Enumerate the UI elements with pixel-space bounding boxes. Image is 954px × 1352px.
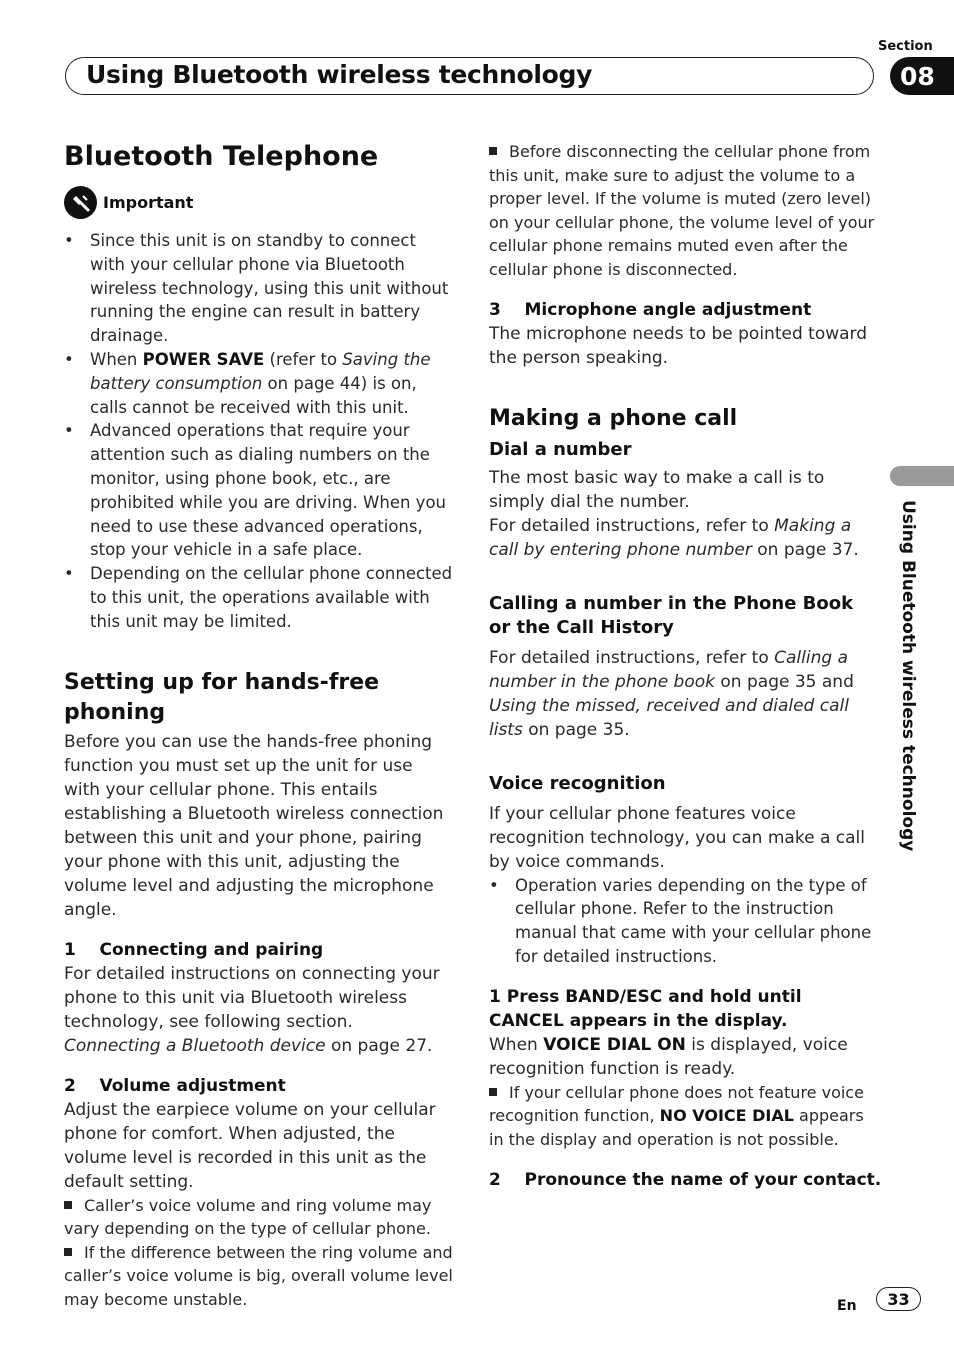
note-item: Caller’s voice volume and ring volume may vary depending on the type of cellular phone. [64, 1195, 432, 1239]
important-icon [64, 186, 97, 219]
step1-body: For detailed instructions on connecting your phone to this unit via Bluetooth wireless technology, see following section. Connecting a Bluetooth device on page 27. [64, 963, 440, 1056]
dial-body: The most basic way to make a call is to simply dial the number. [489, 467, 825, 512]
page-header-title: Using Bluetooth wireless technology [86, 60, 593, 89]
note-item: If your cellular phone does not feature voice recognition function, NO VOICE DIAL appears in the display and operation is not possible. [489, 1082, 864, 1149]
dial-reference: For detailed instructions, refer to Making a call by entering phone number on page 37. [489, 515, 859, 560]
dial-heading: Dial a number [489, 438, 632, 460]
voice-heading: Voice recognition [489, 772, 666, 794]
step3-heading: 3 Microphone angle adjustment [489, 299, 812, 320]
step1-heading: 1 Connecting and pairing [64, 939, 324, 960]
square-note-icon [64, 1201, 72, 1209]
side-tab-text: Using Bluetooth wireless technology [898, 500, 918, 852]
step2-body: Adjust the earpiece volume on your cellular phone for comfort. When adjusted, the volume level is recorded in this unit as the default setting. [64, 1099, 436, 1192]
making-call-heading: Making a phone call [489, 405, 738, 431]
setup-heading: Setting up for hands-free phoning [64, 669, 380, 725]
right-column [489, 140, 882, 1192]
list-item: • Advanced operations that require your attention such as dialing numbers on the monitor, using phone book, etc., are prohibited while you are driving. When you need to use these advanced operations, stop your vehicle in a safe place. [64, 421, 446, 560]
square-note-icon [489, 147, 497, 155]
important-list [64, 229, 454, 634]
setup-body: Before you can use the hands-free phoning function you must set up the unit for use with your cellular phone. This entails establishing a Bluetooth wireless connection between this unit and your phone, pairing your phone with this unit, adjusting the volume level and adjusting the microphone angle. [64, 731, 444, 920]
bullet-dot: • [64, 564, 74, 584]
note-item: If the difference between the ring volume and caller’s voice volume is big, overall volume level may become unstable. [64, 1242, 453, 1309]
bullet-dot: • [64, 421, 74, 441]
section-label: Section [878, 39, 933, 54]
list-item: • Operation varies depending on the type of cellular phone. Refer to the instruction manual that came with your cellular phone for detailed instructions. [489, 875, 872, 966]
voice-body: If your cellular phone features voice recognition technology, you can make a call by voice commands. [489, 803, 865, 872]
list-item: • Since this unit is on standby to connect with your cellular phone via Bluetooth wireless technology, using this unit without running the engine can result in battery drainage. [64, 231, 449, 346]
voice-step2-heading: 2 Pronounce the name of your contact. [489, 1169, 882, 1190]
bullet-dot: • [64, 231, 74, 250]
phonebook-body: For detailed instructions, refer to Calling a number in the phone book on page 35 and Using the missed, received and dialed call lists on page 35. [489, 647, 854, 740]
step2-heading: 2 Volume adjustment [64, 1075, 286, 1096]
square-note-icon [489, 1088, 497, 1096]
note-item: Before disconnecting the cellular phone from this unit, make sure to adjust the volume to a proper level. If the volume is muted (zero level) on your cellular phone, the volume level of your cellular phone remains muted even after the cellular phone is disconnected. [489, 142, 875, 279]
section-number-badge: 08 [890, 57, 954, 95]
list-item: • Depending on the cellular phone connected to this unit, the operations available with this unit may be limited. [64, 564, 453, 631]
page-number: 33 [876, 1287, 921, 1311]
step3-body: The microphone needs to be pointed toward the person speaking. [489, 323, 868, 368]
bullet-dot: • [489, 875, 499, 895]
important-label: Important [103, 192, 194, 212]
language-label: En [837, 1298, 857, 1314]
phonebook-heading: Calling a number in the Phone Book or the Call History [489, 592, 854, 638]
list-item: • When POWER SAVE (refer to Saving the battery consumption on page 44) is on, calls cannot be received with this unit. [64, 349, 431, 417]
voice-step1-body: When VOICE DIAL ON is displayed, voice recognition function is ready. [489, 1034, 848, 1079]
side-tab-marker [890, 466, 954, 486]
left-column [64, 140, 454, 1312]
voice-step1-heading: 1 Press BAND/ESC and hold until CANCEL appears in the display. [489, 986, 802, 1031]
important-callout [64, 186, 454, 219]
square-note-icon [64, 1248, 72, 1256]
page-title: Bluetooth Telephone [64, 141, 379, 172]
bullet-dot: • [64, 349, 74, 369]
voice-list [489, 874, 879, 969]
